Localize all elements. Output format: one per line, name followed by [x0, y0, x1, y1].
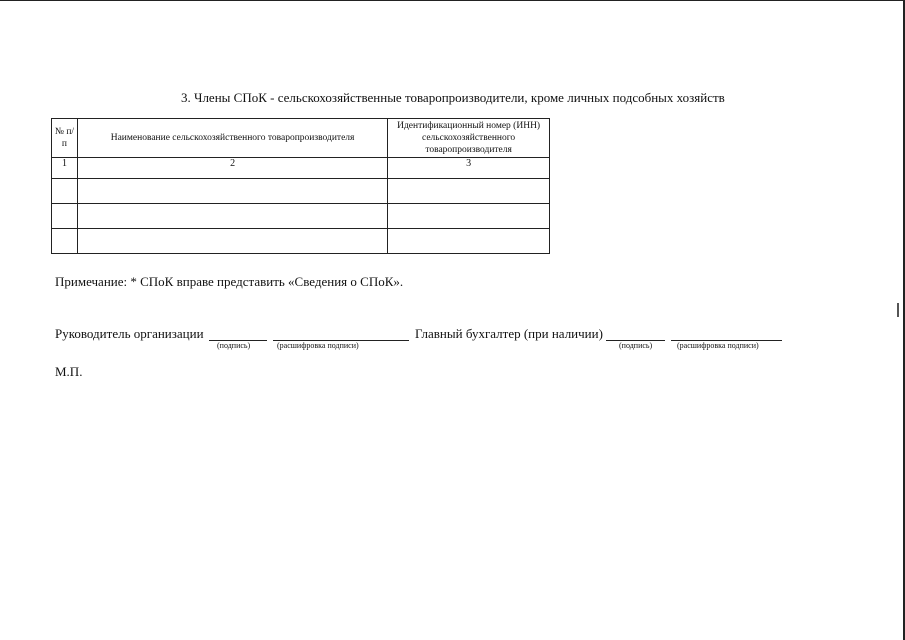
table-header-row [52, 119, 550, 158]
table-cell[interactable] [52, 179, 78, 204]
scan-edge-mark [897, 303, 899, 317]
column-number: 2 [77, 158, 387, 179]
table-cell[interactable] [52, 204, 78, 229]
head-signature-hint: (подпись) [217, 341, 251, 350]
column-number: 3 [388, 158, 550, 179]
table-cell[interactable] [52, 229, 78, 254]
accountant-signature-hint: (подпись) [619, 341, 653, 350]
table-cell[interactable] [77, 179, 387, 204]
header-number: № п/п [52, 119, 78, 158]
column-number-row [52, 158, 550, 179]
accountant-decoding-hint: (расшифровка подписи) [677, 341, 759, 350]
table-cell[interactable] [77, 229, 387, 254]
table-cell[interactable] [388, 204, 550, 229]
section-title: 3. Члены СПоК - сельскохозяйственные товаропроизводители, кроме личных подсобных хозяйств [181, 90, 725, 105]
page-border-top [0, 0, 905, 1]
table-row [52, 204, 550, 229]
header-inn: Идентификационный номер (ИНН) сельскохозяйственного товаропроизводителя [388, 119, 550, 158]
column-number: 1 [52, 158, 78, 179]
header-producer-name: Наименование сельскохозяйственного товаропроизводителя [77, 119, 387, 158]
table-row [52, 229, 550, 254]
table-cell[interactable] [388, 179, 550, 204]
note-text: Примечание: * СПоК вправе представить «Сведения о СПоК». [55, 274, 404, 289]
head-signature-label: Руководитель организации [55, 326, 204, 341]
table-row [52, 179, 550, 204]
table-cell[interactable] [77, 204, 387, 229]
accountant-signature-label: Главный бухгалтер (при наличии) [415, 326, 603, 341]
members-table [51, 118, 550, 254]
stamp-label: М.П. [55, 364, 83, 379]
head-decoding-hint: (расшифровка подписи) [277, 341, 359, 350]
table-cell[interactable] [388, 229, 550, 254]
